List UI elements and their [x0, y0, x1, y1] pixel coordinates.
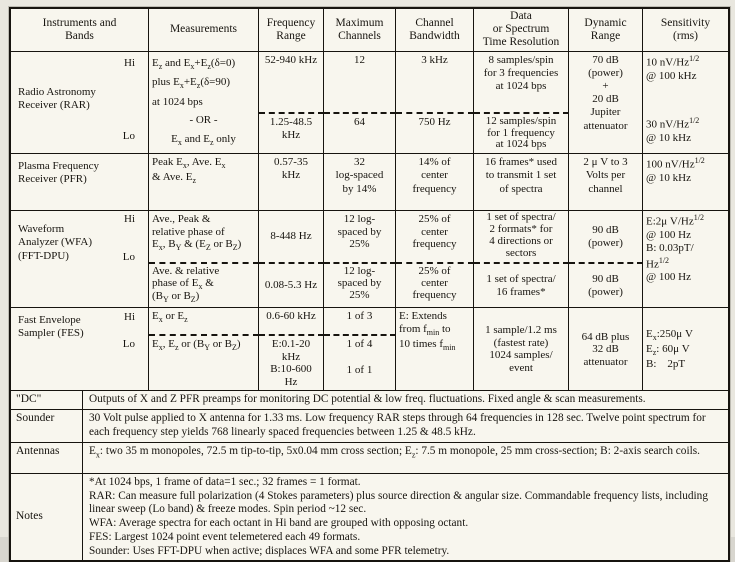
notes-line-sounder: Sounder: Uses FFT-DPU when active; displaces WFA and some PFR telemetry.	[89, 544, 450, 557]
rar-bandwidth-lo: 750 Hz	[396, 114, 474, 155]
wfa-dynamic-lo: 90 dB (power)	[569, 264, 643, 309]
fes-frequency-lo: E:0.1-20 kHz B:10-600 Hz	[259, 336, 324, 391]
rar-dynamic-range: 70 dB (power) + 20 dB Jupiter attenuator	[569, 52, 643, 155]
col-header-measurements: Measurements	[149, 9, 259, 52]
pfr-frequency: 0.57-35 kHz	[259, 154, 324, 211]
header-row	[11, 9, 728, 52]
pfr-bandwidth: 14% of center frequency	[396, 154, 474, 211]
col-header-frequency-range: Frequency Range	[259, 9, 324, 52]
rar-measurements-cell	[149, 52, 259, 155]
pfr-sensitivity: 100 $nV/Hz^{1/2}$ @ 10 kHz	[643, 154, 728, 211]
fes-measurements-hi: $E_x$ or $E_z$	[149, 308, 259, 336]
fes-bandwidth: E: Extends from $f_{min}$ to 10 times $f_{min}$	[396, 308, 474, 391]
wfa-instrument-cell	[11, 211, 149, 308]
notes-line-fes: FES: Largest 1024 point event telemetered each 49 formats.	[89, 530, 361, 543]
pfr-channels: 32 log-spaced by 14%	[324, 154, 396, 211]
wfa-channels-hi: 12 log- spaced by 25%	[324, 211, 396, 264]
rar-instrument-cell	[11, 52, 149, 155]
fes-measurements-lo: $E_x$, $E_z$ or ($B_Y$ or $B_Z$)	[149, 336, 259, 391]
fes-resolution: 1 sample/1.2 ms (fastest rate) 1024 samples/ event	[474, 308, 569, 391]
rar-channels-hi: 12	[324, 52, 396, 114]
wfa-sensitivity-cell: E:2μ $V/Hz^{1/2}$ @ 100 Hz B: 0.03pT/ $Hz^{1/2}$ @ 100 Hz	[643, 211, 728, 308]
rar-frequency-hi: 52-940 kHz	[259, 52, 324, 114]
rar-sensitivity-lo: 30 $nV/Hz^{1/2}$ @ 10 kHz	[646, 115, 700, 144]
fes-channels-lo-e: 1 of 4	[346, 338, 373, 351]
instrument-summary-table-frame	[9, 7, 730, 562]
rar-bandwidth-hi: 3 kHz	[396, 52, 474, 114]
fes-channels-lo-b: 1 of 1	[346, 364, 373, 377]
pfr-row	[11, 154, 728, 211]
notes-row	[11, 474, 728, 561]
sounder-text: 30 Volt pulse applied to X antenna for 1.33 ms. Low frequency RAR steps through 64 frequencies in 128 sec. Twelve point spectrum for each frequency step yields 768 linearly spaced frequencies between 1.25 & 48.5 kHz.	[83, 410, 728, 443]
col-header-dynamic-range: Dynamic Range	[569, 9, 643, 52]
sounder-row	[11, 410, 728, 443]
fes-channels-lo	[324, 336, 396, 391]
instrument-spec-table	[11, 9, 728, 391]
dc-label: "DC"	[11, 391, 83, 410]
wfa-resolution-hi: 1 set of spectra/ 2 formats* for 4 directions or sectors	[474, 211, 569, 264]
antennas-text: $E_x$: two 35 m monopoles, 72.5 m tip-to-tip, 5x0.04 mm cross section; $E_z$: 7.5 m monopole, 25 mm cross-section; B: 2-axis search coils.	[83, 443, 728, 474]
antennas-row	[11, 443, 728, 474]
fes-instrument-cell	[11, 308, 149, 391]
pfr-measurements-cell: Peak $E_x$, Ave. $E_x$ & Ave. $E_z$	[149, 154, 259, 211]
wfa-row-hi	[11, 211, 728, 264]
col-header-channel-bandwidth: Channel Bandwidth	[396, 9, 474, 52]
wfa-measurements-lo: Ave. & relative phase of $E_x$ & ($B_Y$ or $B_Z$)	[149, 264, 259, 309]
sounder-label: Sounder	[11, 410, 83, 443]
rar-resolution-lo: 12 samples/spin for 1 frequency at 1024 bps	[474, 114, 569, 155]
fes-frequency-hi: 0.6-60 kHz	[259, 308, 324, 336]
fes-row-hi	[11, 308, 728, 336]
pfr-instrument-name: Plasma Frequency Receiver (PFR)	[18, 160, 99, 186]
notes-table	[11, 391, 728, 560]
notes-label: Notes	[11, 474, 83, 561]
wfa-bandwidth-hi: 25% of center frequency	[396, 211, 474, 264]
wfa-instrument-name: Waveform Analyzer (WFA) (FFT-DPU)	[18, 223, 93, 262]
dc-text: Outputs of X and Z PFR preamps for monitoring DC potential & low freq. fluctuations. Fixed angle & scan measurements.	[83, 391, 728, 410]
col-header-sensitivity: Sensitivity (rms)	[643, 9, 728, 52]
wfa-band-lo-label: Lo	[122, 251, 135, 264]
fes-dynamic-range: 64 dB plus 32 dB attenuator	[569, 308, 643, 391]
wfa-channels-lo: 12 log- spaced by 25%	[324, 264, 396, 309]
rar-measurements-or: - OR -	[189, 114, 218, 127]
rar-band-hi-label: Hi	[124, 56, 135, 69]
notes-line-wfa: WFA: Average spectra for each octant in Hi band are grouped with opposing octant.	[89, 517, 469, 530]
rar-measurements-lo: $E_x$ and $E_z$ only	[171, 132, 236, 148]
rar-resolution-hi: 8 samples/spin for 3 frequencies at 1024 bps	[474, 52, 569, 114]
fes-sensitivity: $E_x:250\mu$ V $E_z$: 60μ V B: 2pT	[643, 308, 728, 391]
rar-sensitivity-cell	[643, 52, 728, 155]
wfa-measurements-hi: Ave., Peak & relative phase of $E_x$, $B_Y$ & ($E_Z$ or $B_Z$)	[149, 211, 259, 264]
col-header-time-resolution: Data or Spectrum Time Resolution	[474, 9, 569, 52]
wfa-band-hi-label: Hi	[124, 213, 135, 226]
wfa-frequency-lo: 0.08-5.3 Hz	[259, 264, 324, 309]
notes-line-formats: *At 1024 bps, 1 frame of data=1 sec.; 32 frames = 1 format.	[89, 475, 361, 488]
fes-instrument-name: Fast Envelope Sampler (FES)	[18, 314, 84, 340]
antennas-label: Antennas	[11, 443, 83, 474]
rar-band-lo-label: Lo	[122, 129, 135, 142]
col-header-instruments-and-bands: Instruments and Bands	[11, 9, 149, 52]
dc-row	[11, 391, 728, 410]
fes-channels-hi: 1 of 3	[324, 308, 396, 336]
fes-band-hi-label: Hi	[124, 311, 135, 324]
wfa-dynamic-hi: 90 dB (power)	[569, 211, 643, 264]
pfr-resolution: 16 frames* used to transmit 1 set of spectra	[474, 154, 569, 211]
wfa-frequency-hi: 8-448 Hz	[259, 211, 324, 264]
wfa-resolution-lo: 1 set of spectra/ 16 frames*	[474, 264, 569, 309]
fes-band-lo-label: Lo	[122, 338, 135, 351]
notes-text	[83, 474, 728, 561]
rar-instrument-name: Radio Astronomy Receiver (RAR)	[18, 85, 96, 111]
pfr-instrument-cell	[11, 154, 149, 211]
col-header-maximum-channels: Maximum Channels	[324, 9, 396, 52]
rar-measurements-hi: $E_z$ and $E_x+E_z(\delta=0)$ plus $E_x+E_z(\delta=90)$ at 1024 bps	[152, 56, 236, 108]
rar-frequency-lo: 1.25-48.5 kHz	[259, 114, 324, 155]
rar-sensitivity-hi: 10 $nV/Hz^{1/2}$ @ 100 kHz	[646, 53, 700, 82]
wfa-bandwidth-lo: 25% of center frequency	[396, 264, 474, 309]
notes-line-rar: RAR: Can measure full polarization (4 Stokes parameters) plus source direction & angular size. Commandable frequency lists, including linear sweep (Lo band) & freeze modes. Spin period ~12 sec.	[89, 489, 708, 516]
rar-row-hi	[11, 52, 728, 114]
pfr-dynamic-range: 2 μ V to 3 Volts per channel	[569, 154, 643, 211]
rar-channels-lo: 64	[324, 114, 396, 155]
